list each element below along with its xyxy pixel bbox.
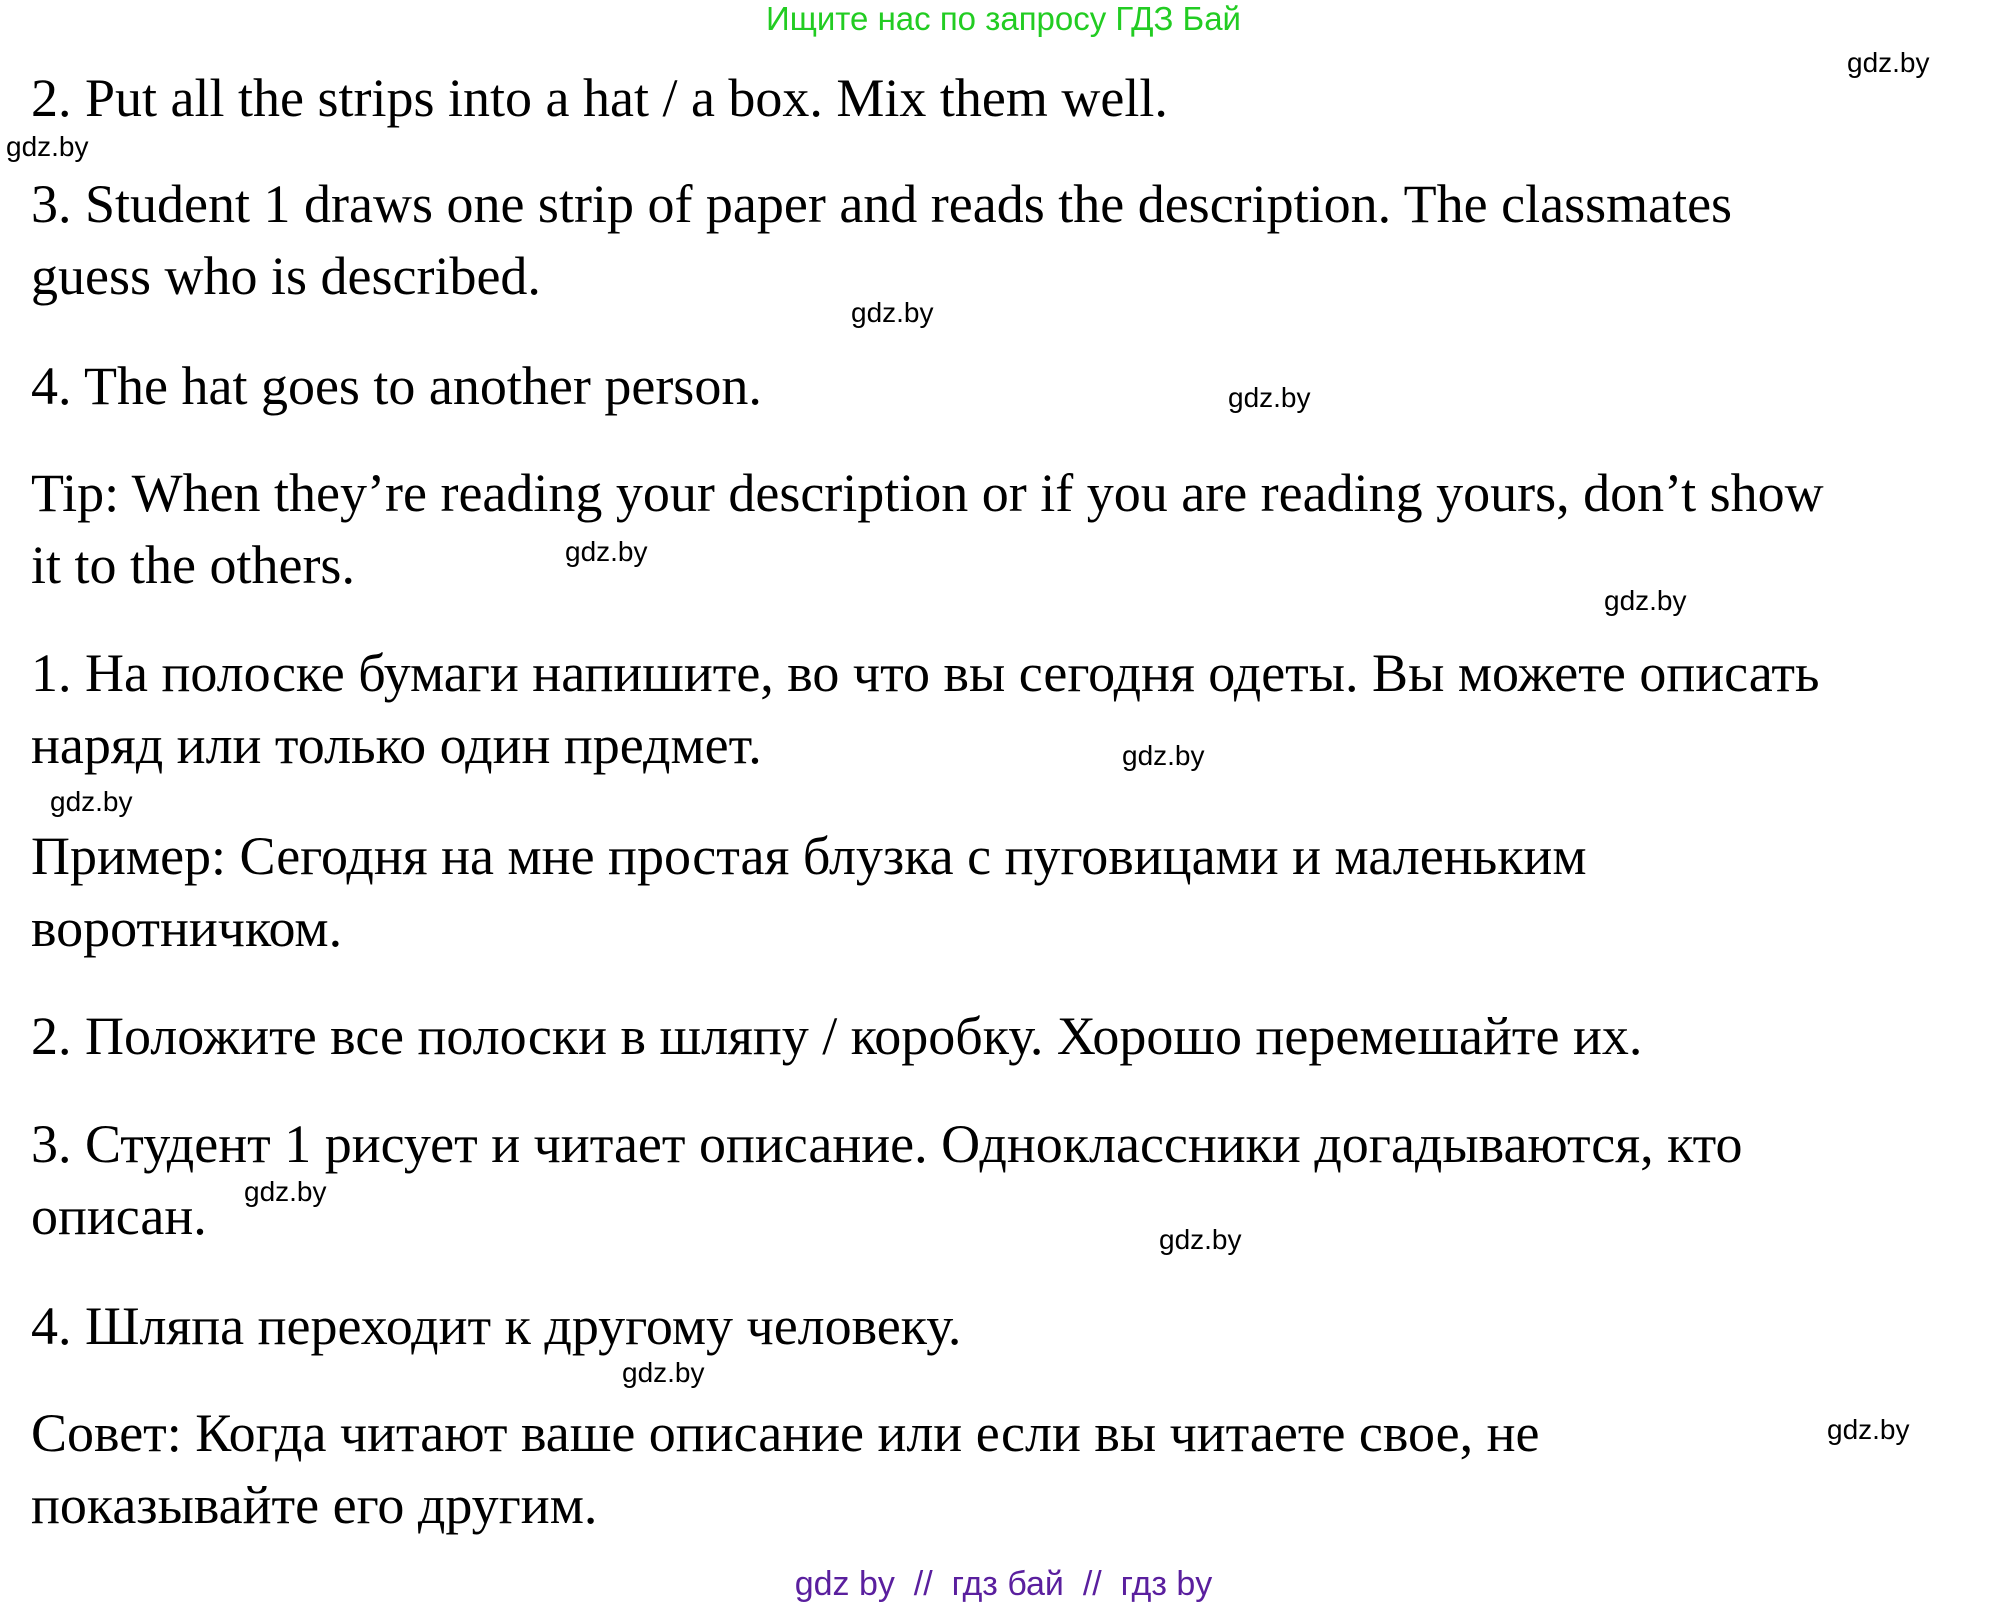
watermark: gdz.by [1847,47,1930,78]
paragraph-ru-step-2: 2. Положите все полоски в шляпу / коробку. Хорошо перемешайте их. [31,1006,1643,1066]
paragraph-ru-example: Пример: Сегодня на мне простая блузка с пуговицами и маленьким воротничком. [31,826,1587,958]
paragraph-en-tip: Tip: When they’re reading your description or if you are reading yours, don’t show it to the others. [31,463,1824,595]
search-banner: Ищите нас по запросу ГДЗ Бай [766,0,1241,37]
watermark: gdz.by [1228,382,1311,413]
watermark: gdz.by [851,297,934,328]
watermark: gdz.by [1122,740,1205,771]
paragraph-ru-tip: Совет: Когда читают ваше описание или если вы читаете свое, не показывайте его другим. [31,1403,1540,1535]
footer-link-gdz-by[interactable]: gdz by [794,1565,895,1603]
watermark: gdz.by [244,1176,327,1207]
paragraph-en-step-3: 3. Student 1 draws one strip of paper and reads the description. The classmates guess who is described. [31,174,1733,306]
watermark: gdz.by [565,536,648,567]
paragraph-ru-step-1: 1. На полоске бумаги напишите, во что вы сегодня одеты. Вы можете описать наряд или только один предмет. [31,643,1820,775]
paragraph-ru-step-3: 3. Студент 1 рисует и читает описание. Одноклассники догадываются, кто описан. [31,1114,1743,1246]
watermark: gdz.by [1827,1414,1910,1445]
footer-link-gdz-by-cyr[interactable]: гдз by [1120,1565,1213,1603]
footer-links [0,1565,2007,1603]
watermark: gdz.by [1159,1224,1242,1255]
footer-separator: // [1063,1565,1121,1603]
watermark: gdz.by [6,131,89,162]
footer-separator: // [894,1565,952,1603]
watermark: gdz.by [50,786,133,817]
paragraph-en-step-4: 4. The hat goes to another person. [31,356,762,416]
paragraph-ru-step-4: 4. Шляпа переходит к другому человеку. [31,1296,962,1356]
paragraph-en-step-2: 2. Put all the strips into a hat / a box. Mix them well. [31,68,1168,128]
footer-link-gdz-bai[interactable]: гдз бай [951,1565,1064,1603]
watermark: gdz.by [622,1357,705,1388]
watermark: gdz.by [1604,585,1687,616]
